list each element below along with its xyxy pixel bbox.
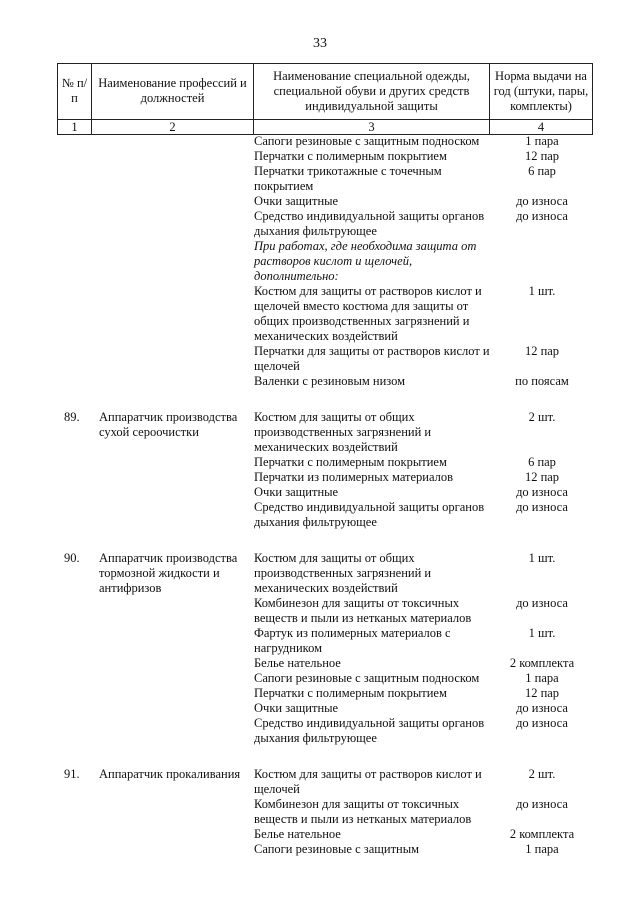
table-row [0, 827, 640, 842]
item-name: Костюм для защиты от общих производственных загрязнений и механических воздействий [254, 410, 432, 454]
header-col-num-4: 4 [489, 119, 593, 134]
item-norm: 2 шт. [528, 410, 556, 424]
entry-91 [0, 767, 640, 857]
condition-note: При работах, где необходима защита от растворов кислот и щелочей, дополнительно: [254, 239, 477, 283]
item-name: Костюм для защиты от общих производственных загрязнений и механических воздействий [254, 551, 432, 595]
item-name: Белье нательное [254, 656, 341, 670]
item-name: Сапоги резиновые с защитным подноском [254, 671, 480, 685]
entry-90 [0, 551, 640, 746]
item-name: Перчатки с полимерным покрытием [254, 686, 447, 700]
item-norm: 1 пара [525, 134, 559, 148]
item-norm: 6 пар [528, 164, 556, 178]
item-name: Очки защитные [254, 701, 339, 715]
item-norm: 2 шт. [528, 767, 556, 781]
item-norm: 12 пар [524, 686, 560, 700]
profession-name: Аппаратчик производства сухой сероочистки [99, 410, 238, 439]
item-norm: до износа [516, 797, 568, 811]
item-norm: 1 пара [525, 842, 559, 856]
item-name: Белье нательное [254, 827, 341, 841]
table-row [0, 671, 640, 686]
item-name: Средство индивидуальной защиты органов дыхания фильтрующее [254, 716, 485, 745]
item-norm: 1 пара [525, 671, 559, 685]
table-row [0, 455, 640, 470]
item-name: Валенки с резиновым низом [254, 374, 406, 388]
item-name: Сапоги резиновые с защитным [254, 842, 420, 856]
item-norm: по поясам [515, 374, 569, 388]
table-body [0, 134, 640, 857]
item-norm: до износа [516, 596, 568, 610]
item-name: Комбинезон для защиты от токсичных веществ и пыли из нетканых материалов [254, 596, 472, 625]
item-norm: до износа [516, 194, 568, 208]
entry-number: 89. [64, 410, 80, 424]
item-name: Перчатки с полимерным покрытием [254, 149, 447, 163]
item-name: Перчатки с полимерным покрытием [254, 455, 447, 469]
header-col-num-2: 2 [91, 119, 253, 134]
item-norm: до износа [516, 500, 568, 514]
page-number: 33 [313, 36, 327, 51]
table-row [0, 410, 640, 455]
header-norm: Норма выдачи на год (штуки, пары, комплекты) [489, 63, 593, 119]
table-row [0, 284, 640, 344]
header-col-num-1: 1 [57, 119, 91, 134]
table-row [0, 344, 640, 374]
profession-name: Аппаратчик производства тормозной жидкости и антифризов [99, 551, 238, 595]
item-norm: до износа [516, 209, 568, 223]
item-name: Комбинезон для защиты от токсичных веществ и пыли из нетканых материалов [254, 797, 472, 826]
header-num: № п/п [57, 63, 91, 119]
table-row [0, 485, 640, 500]
table-row [0, 701, 640, 716]
item-name: Сапоги резиновые с защитным подноском [254, 134, 480, 148]
item-norm: до износа [516, 701, 568, 715]
table-row [0, 767, 640, 797]
item-norm: 1 шт. [528, 284, 556, 298]
header-profession: Наименование профессий и должностей [91, 63, 253, 119]
item-norm: 1 шт. [528, 551, 556, 565]
item-name: Фартук из полимерных материалов с нагрудником [254, 626, 451, 655]
item-norm: 12 пар [524, 344, 560, 358]
item-norm: 2 комплекта [509, 827, 575, 841]
item-name: Перчатки трикотажные с точечным покрытием [254, 164, 442, 193]
table-row [0, 149, 640, 164]
profession-name: Аппаратчик прокаливания [99, 767, 241, 781]
table-row [0, 596, 640, 626]
item-name: Перчатки из полимерных материалов [254, 470, 454, 484]
table-row [0, 626, 640, 656]
item-norm: 12 пар [524, 149, 560, 163]
table-header [57, 63, 593, 135]
item-name: Костюм для защиты от растворов кислот и щелочей вместо костюма для защиты от общих производственных загрязнений и механических воздействий [254, 284, 482, 343]
table-row [0, 470, 640, 485]
header-equipment: Наименование специальной одежды, специальной обуви и других средств индивидуальной защиты [253, 63, 489, 119]
table-row [0, 239, 640, 284]
item-norm: 2 комплекта [509, 656, 575, 670]
continuation-block [0, 134, 640, 389]
item-name: Перчатки для защиты от растворов кислот и щелочей [254, 344, 490, 373]
header-col-num-3: 3 [253, 119, 489, 134]
table-row [0, 209, 640, 239]
entry-number: 91. [64, 767, 80, 781]
item-norm: 6 пар [528, 455, 556, 469]
item-norm: 12 пар [524, 470, 560, 484]
item-name: Очки защитные [254, 194, 339, 208]
entry-number: 90. [64, 551, 80, 565]
table-row [0, 716, 640, 746]
item-norm: 1 шт. [528, 626, 556, 640]
table-row [0, 797, 640, 827]
item-name: Средство индивидуальной защиты органов дыхания фильтрующее [254, 209, 485, 238]
table-row [0, 194, 640, 209]
item-norm: до износа [516, 716, 568, 730]
table-row [0, 686, 640, 701]
item-name: Очки защитные [254, 485, 339, 499]
table-row [0, 842, 640, 857]
table-row [0, 134, 640, 149]
item-norm: до износа [516, 485, 568, 499]
table-row [0, 500, 640, 530]
table-row [0, 656, 640, 671]
entry-89 [0, 410, 640, 530]
table-row [0, 551, 640, 596]
item-name: Костюм для защиты от растворов кислот и щелочей [254, 767, 482, 796]
table-row [0, 374, 640, 389]
table-row [0, 164, 640, 194]
item-name: Средство индивидуальной защиты органов дыхания фильтрующее [254, 500, 485, 529]
